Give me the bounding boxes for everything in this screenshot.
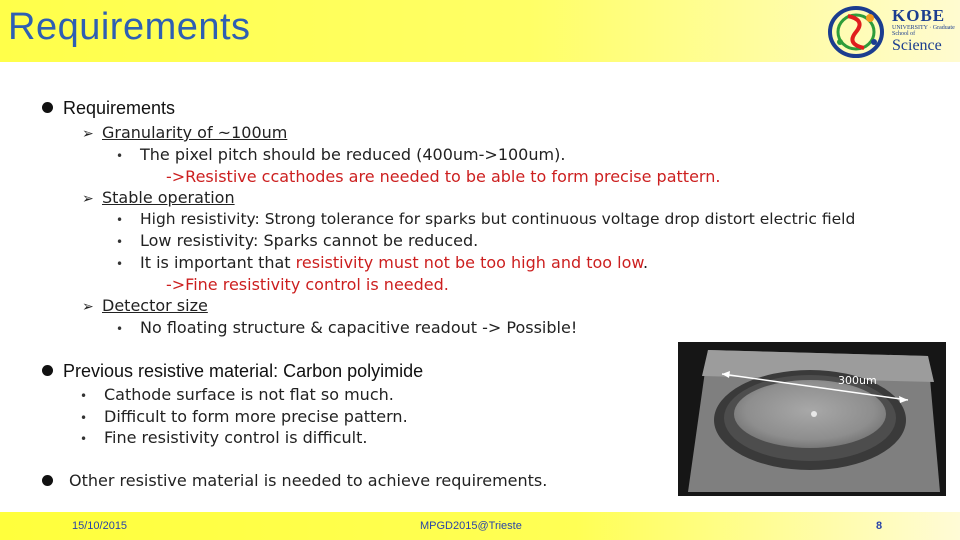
micrograph-image bbox=[678, 342, 946, 496]
point-text: Cathode surface is not flat so much. bbox=[104, 385, 394, 404]
item-detector-size bbox=[82, 296, 208, 315]
footer-conference: MPGD2015@Trieste bbox=[420, 520, 522, 532]
point-cathode-surface bbox=[80, 385, 394, 404]
logo-text-kobe: KOBE bbox=[892, 6, 946, 25]
small-bullet-icon: • bbox=[116, 257, 124, 271]
arrow-bullet-icon: ➢ bbox=[82, 126, 94, 142]
point-text-end: . bbox=[642, 253, 649, 272]
small-bullet-icon: • bbox=[116, 213, 124, 227]
point-text: It is important that bbox=[140, 253, 296, 272]
section-heading-text: Other resistive material is needed to achieve requirements. bbox=[69, 471, 548, 490]
point-text: The pixel pitch should be reduced (400um->100um). bbox=[140, 145, 566, 164]
section-previous-material-heading bbox=[42, 361, 423, 382]
scale-label: 300um bbox=[838, 374, 877, 387]
carbon-polyimide-micrograph bbox=[678, 342, 946, 496]
point-text: Fine resistivity control is difficult. bbox=[104, 428, 368, 447]
small-bullet-icon: • bbox=[116, 235, 124, 249]
item-granularity bbox=[82, 123, 287, 142]
section-heading-text: Requirements bbox=[63, 98, 176, 118]
logo-text-university: UNIVERSITY · Graduate School of bbox=[892, 25, 955, 37]
point-precise-pattern bbox=[80, 407, 408, 426]
section-requirements-heading bbox=[42, 98, 175, 119]
bullet-icon bbox=[42, 475, 53, 486]
small-bullet-icon: • bbox=[80, 411, 88, 425]
item-title: Granularity of ~100um bbox=[102, 123, 288, 142]
point-low-resistivity bbox=[116, 231, 478, 250]
note-resistive-cathodes: ->Resistive ccathodes are needed to be able to form precise pattern. bbox=[166, 167, 721, 186]
logo-text-science: Science bbox=[892, 37, 942, 54]
slide-title: Requirements bbox=[8, 6, 251, 48]
small-bullet-icon: • bbox=[80, 432, 88, 446]
point-text: Low resistivity: Sparks cannot be reduced. bbox=[140, 231, 479, 250]
footer-page-number: 8 bbox=[876, 520, 883, 532]
point-high-resistivity bbox=[116, 210, 855, 228]
point-pixel-pitch bbox=[116, 145, 565, 164]
point-text: No floating structure & capacitive readout -> Possible! bbox=[140, 318, 578, 337]
point-resistivity-control bbox=[80, 428, 367, 447]
item-title: Detector size bbox=[102, 296, 208, 315]
small-bullet-icon: • bbox=[80, 389, 88, 403]
small-bullet-icon: • bbox=[116, 322, 124, 336]
item-title: Stable operation bbox=[102, 188, 235, 207]
bullet-icon bbox=[42, 102, 53, 113]
point-floating-structure bbox=[116, 318, 577, 337]
footer-date: 15/10/2015 bbox=[72, 520, 128, 532]
item-stable-operation bbox=[82, 188, 235, 207]
point-highlight: resistivity must not be too high and too low bbox=[295, 253, 643, 272]
arrow-bullet-icon: ➢ bbox=[82, 191, 94, 207]
section-other-material bbox=[42, 471, 547, 490]
note-fine-resistivity: ->Fine resistivity control is needed. bbox=[166, 275, 449, 294]
bullet-icon bbox=[42, 365, 53, 376]
section-heading-text: Previous resistive material: Carbon polyimide bbox=[63, 361, 424, 381]
slide-footer bbox=[0, 512, 960, 540]
arrow-bullet-icon: ➢ bbox=[82, 299, 94, 315]
small-bullet-icon: • bbox=[116, 149, 124, 163]
point-important bbox=[116, 253, 648, 272]
point-text: High resistivity: Strong tolerance for sparks but continuous voltage drop distort electric field bbox=[140, 210, 856, 228]
point-text: Difficult to form more precise pattern. bbox=[104, 407, 408, 426]
